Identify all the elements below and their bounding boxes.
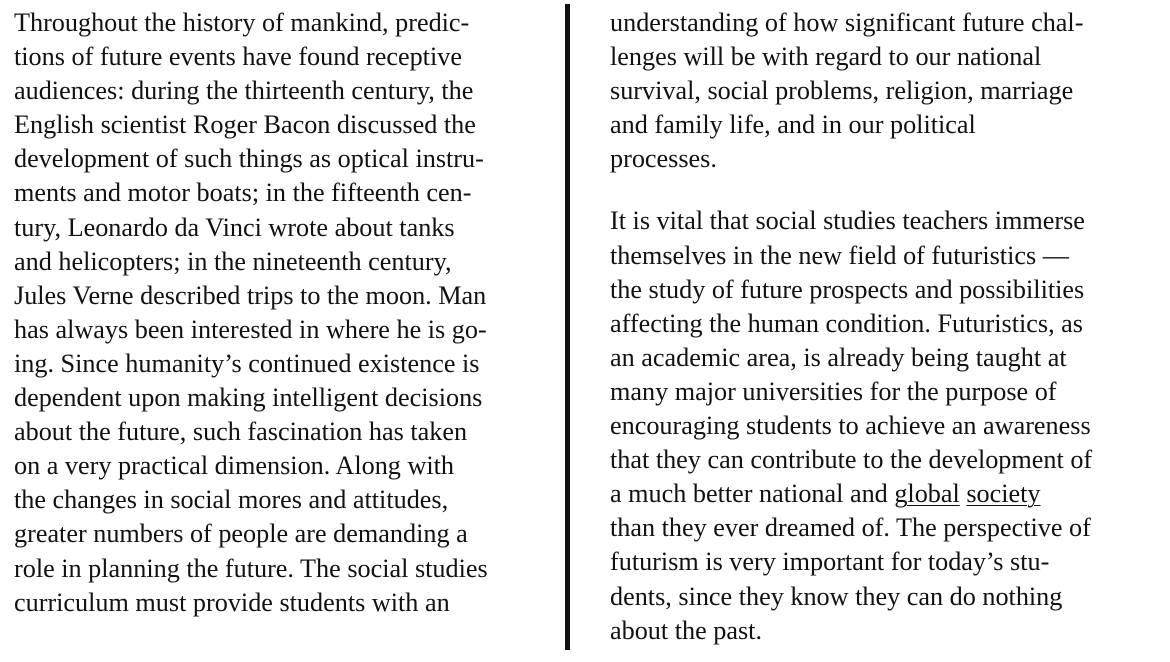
- text-line: the study of future prospects and possibilities: [610, 274, 1085, 304]
- text-line: ments and motor boats; in the fifteenth cen-: [14, 178, 472, 208]
- underlined-word-global: global: [894, 479, 960, 509]
- text-line: Throughout the history of mankind, predic-: [14, 8, 470, 37]
- text-line: curriculum must provide students with an: [14, 587, 450, 617]
- text-line: the changes in social mores and attitudes,: [14, 485, 449, 515]
- text-line: dents, since they know they can do nothing: [610, 581, 1063, 611]
- text-line: ing. Since humanity’s continued existence is: [14, 348, 480, 378]
- text-line: dependent upon making intelligent decisions: [14, 383, 483, 413]
- text-line: tury, Leonardo da Vinci wrote about tanks: [14, 212, 455, 242]
- text-line: development of such things as optical instru-: [14, 144, 484, 174]
- text-line: Jules Verne described trips to the moon. Man: [14, 280, 487, 310]
- text-line: has always been interested in where he is go-: [14, 314, 487, 344]
- text-line: tions of future events have found receptive: [14, 42, 462, 72]
- text-line: and helicopters; in the nineteenth century,: [14, 246, 452, 276]
- text-line: survival, social problems, religion, marriage: [610, 76, 1074, 106]
- text-line: affecting the human condition. Futuristics, as: [610, 308, 1083, 338]
- text-line: an academic area, is already being taught at: [610, 342, 1067, 372]
- text-line: on a very practical dimension. Along with: [14, 451, 454, 481]
- right-paragraph-2: [610, 204, 1160, 647]
- text-line: that they can contribute to the development of: [610, 445, 1093, 475]
- text-line: understanding of how significant future chal-: [610, 8, 1084, 37]
- paragraph-gap: [610, 176, 1160, 204]
- text-line: themselves in the new field of futuristics —: [610, 240, 1069, 270]
- text-line: greater numbers of people are demanding a: [14, 519, 468, 549]
- text-line: and family life, and in our political: [610, 110, 976, 140]
- right-column: [610, 6, 1160, 648]
- line-prefix: a much better national and: [610, 479, 895, 509]
- text-line: about the past.: [610, 615, 762, 645]
- text-line: than they ever dreamed of. The perspective of: [610, 513, 1091, 543]
- text-line: lenges will be with regard to our national: [610, 42, 1042, 72]
- text-line: processes.: [610, 144, 717, 174]
- column-divider: [565, 4, 570, 650]
- text-line: about the future, such fascination has taken: [14, 417, 468, 447]
- text-line-with-underline: [610, 477, 1160, 511]
- left-paragraph: [14, 6, 559, 620]
- text-line: encouraging students to achieve an awareness: [610, 411, 1091, 441]
- text-line: It is vital that social studies teachers immerse: [610, 206, 1085, 236]
- text-line: futurism is very important for today’s stu-: [610, 547, 1050, 577]
- right-paragraph-1: [610, 6, 1160, 176]
- underlined-word-society: society: [966, 479, 1041, 509]
- text-line: role in planning the future. The social studies: [14, 553, 488, 583]
- text-line: many major universities for the purpose of: [610, 376, 1057, 406]
- left-column: [14, 6, 559, 620]
- text-line: audiences: during the thirteenth century, the: [14, 76, 474, 106]
- text-line: English scientist Roger Bacon discussed the: [14, 110, 476, 140]
